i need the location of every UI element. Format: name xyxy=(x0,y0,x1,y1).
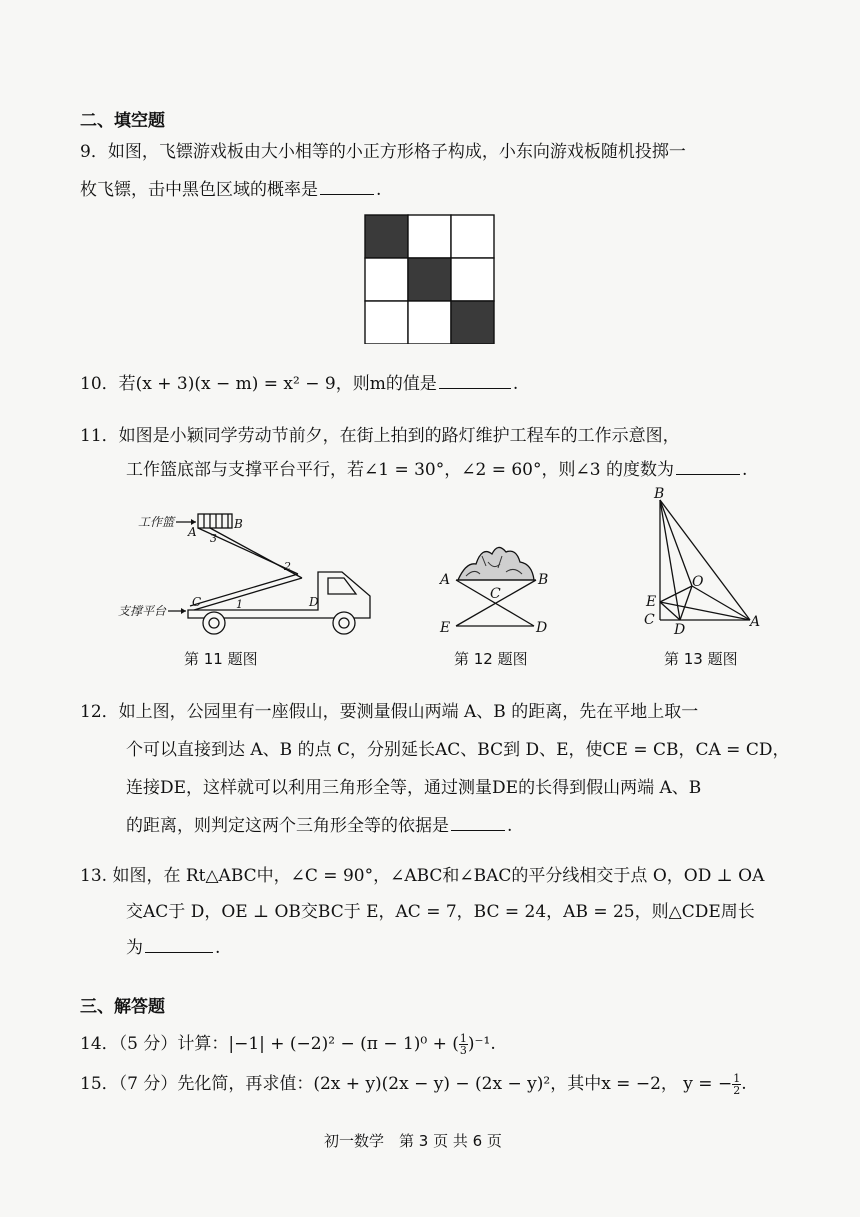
figure-13-triangle xyxy=(640,486,770,636)
label-O-fig13: O xyxy=(692,574,704,590)
question-11-line-1: 11．如图是小颖同学劳动节前夕，在街上拍到的路灯维护工程车的工作示意图， xyxy=(80,426,680,446)
work-basket xyxy=(198,514,232,528)
question-10 xyxy=(80,366,518,402)
question-10-end: . xyxy=(512,374,519,394)
label-B-fig11: B xyxy=(234,517,243,531)
question-13-line-3 xyxy=(126,930,220,966)
question-12-line-4 xyxy=(126,808,512,844)
dartboard-grid xyxy=(365,215,494,344)
caption-figure-12: 第 12 题图 xyxy=(454,650,528,668)
question-15-end: . xyxy=(741,1074,747,1094)
label-D-fig11: D xyxy=(309,595,319,609)
question-12-text: 的距离，则判定这两个三角形全等的依据是 xyxy=(126,816,449,836)
question-13-text: 为 xyxy=(126,938,143,958)
page-footer: 初一数学 第 3 页 共 6 页 xyxy=(324,1132,502,1150)
answer-blank-13[interactable] xyxy=(145,934,213,953)
figure-11-truck xyxy=(118,506,388,642)
fraction-one-third: $\frac{1}{3}$ xyxy=(459,1032,467,1057)
question-9-text: 枚飞镖，击中黑色区域的概率是 xyxy=(80,180,318,200)
grid-cell xyxy=(451,215,494,258)
label-angle-1: 1 xyxy=(236,598,243,611)
grid-cell xyxy=(408,301,451,344)
segment-EA xyxy=(660,602,750,620)
label-D-fig12: D xyxy=(536,620,548,636)
label-C-fig11: C xyxy=(192,595,202,609)
section-title-fill-blank: 二、填空题 xyxy=(80,111,165,131)
grid-cell xyxy=(365,301,408,344)
label-A-fig13: A xyxy=(750,614,761,630)
answer-blank-10[interactable] xyxy=(439,370,511,389)
question-14-text: 14．（5 分）计算：|−1| + (−2)² − (π − 1)⁰ + ( xyxy=(80,1034,459,1054)
truck-body xyxy=(188,572,370,618)
bisector-AO xyxy=(692,586,750,620)
label-E-fig12: E xyxy=(440,620,451,636)
fraction-one-half: $\frac{1}{2}$ xyxy=(733,1072,741,1097)
label-A-fig11: A xyxy=(188,525,197,539)
rockery-icon xyxy=(458,547,534,580)
section-title-solve: 三、解答题 xyxy=(80,997,165,1017)
question-15 xyxy=(80,1066,747,1102)
label-platform: 支撑平台 xyxy=(118,604,167,618)
answer-blank-12[interactable] xyxy=(451,812,505,831)
question-10-text: 10．若(x + 3)(x − m) = x² − 9，则m的值是 xyxy=(80,374,437,394)
question-9-line-2 xyxy=(80,172,381,208)
grid-cell-dark xyxy=(408,258,451,301)
figure-12-rockery xyxy=(436,536,556,636)
grid-cell xyxy=(451,258,494,301)
label-C-fig13: C xyxy=(644,612,655,628)
grid-cell xyxy=(365,258,408,301)
caption-figure-13: 第 13 题图 xyxy=(664,650,738,668)
question-11-line-2 xyxy=(126,452,747,488)
boom-lower xyxy=(190,574,298,606)
grid-cell xyxy=(408,215,451,258)
label-E-fig13: E xyxy=(646,594,657,610)
truck-wheel-front xyxy=(333,612,355,634)
question-12-line-2: 个可以直接到达 A、B 的点 C，分别延长AC、BC到 D、E，使CE = CB，CA = CD， xyxy=(126,740,790,760)
label-angle-2: 2 xyxy=(284,560,291,573)
answer-blank-11[interactable] xyxy=(676,456,740,475)
answer-blank-9[interactable] xyxy=(320,176,374,195)
question-12-line-3: 连接DE，这样就可以利用三角形全等，通过测量DE的长得到假山两端 A、B xyxy=(126,778,702,798)
label-D-fig13: D xyxy=(674,622,686,636)
label-B-fig13: B xyxy=(654,486,665,502)
question-9-line-1: 9．如图，飞镖游戏板由大小相等的小正方形格子构成，小东向游戏板随机投掷一 xyxy=(80,142,686,162)
caption-figure-11: 第 11 题图 xyxy=(184,650,258,668)
question-13-line-1: 13. 如图，在 Rt△ABC中，∠C = 90°，∠ABC和∠BAC的平分线相交于点 O，OD ⊥ OA xyxy=(80,866,765,886)
label-A-fig12: A xyxy=(440,572,451,588)
grid-cell-dark xyxy=(451,301,494,344)
label-B-fig12: B xyxy=(538,572,549,588)
question-11-end: . xyxy=(741,460,748,480)
dartboard-figure xyxy=(364,214,496,344)
label-angle-3: 3 xyxy=(210,532,217,545)
question-11-text: 工作篮底部与支撑平台平行，若∠1 = 30°，∠2 = 60°，则∠3 的度数为 xyxy=(126,460,674,480)
question-15-text: 15．（7 分）先化简，再求值：(2x + y)(2x − y) − (2x − y)²，其中x = −2， y = − xyxy=(80,1074,733,1094)
question-14 xyxy=(80,1026,496,1062)
grid-cell-dark xyxy=(365,215,408,258)
label-basket: 工作篮 xyxy=(138,515,175,529)
bisector-BO xyxy=(660,500,692,586)
label-C-fig12: C xyxy=(490,586,501,602)
question-13-end: . xyxy=(215,938,221,958)
truck-wheel-rear xyxy=(203,612,225,634)
question-9-end: . xyxy=(376,180,382,200)
question-14-end: )⁻¹. xyxy=(467,1034,496,1054)
question-12-end: . xyxy=(507,816,513,836)
question-12-line-1: 12．如上图，公园里有一座假山，要测量假山两端 A、B 的距离，先在平地上取一 xyxy=(80,702,699,722)
side-AB xyxy=(660,500,750,620)
question-13-line-2: 交AC于 D，OE ⊥ OB交BC于 E，AC = 7，BC = 24，AB = 25，则△CDE周长 xyxy=(126,902,755,922)
